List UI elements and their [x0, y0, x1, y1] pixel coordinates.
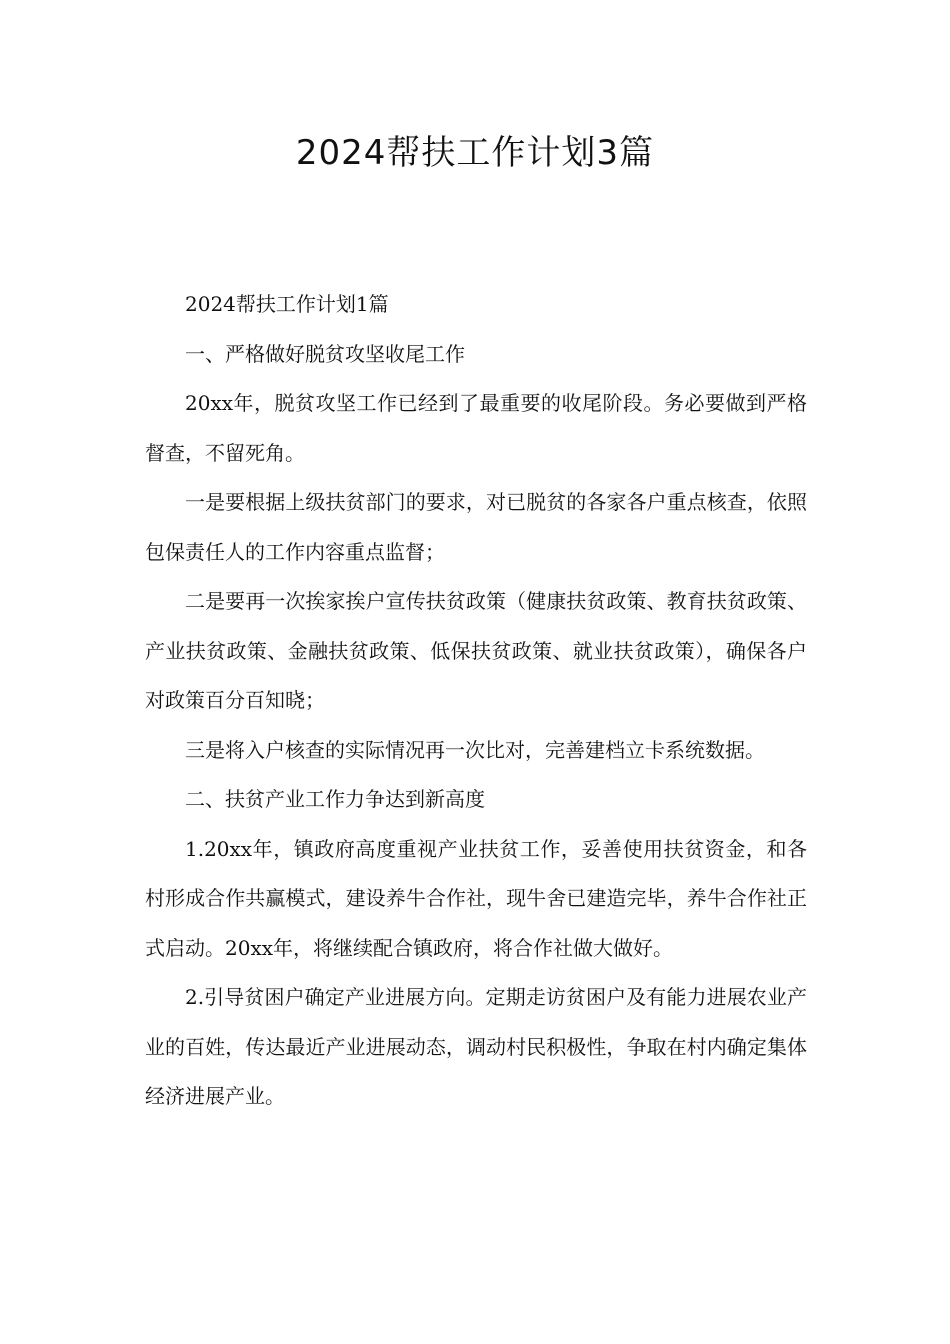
section-heading-2: 二、扶贫产业工作力争达到新高度: [185, 787, 485, 811]
document-title: 2024帮扶工作计划3篇: [295, 133, 655, 173]
document-body: [145, 280, 807, 1122]
paragraph: 二是要再一次挨家挨户宣传扶贫政策（健康扶贫政策、教育扶贫政策、产业扶贫政策、金融扶贫政策、低保扶贫政策、就业扶贫政策），确保各户对政策百分百知晓；: [145, 589, 807, 712]
paragraph: 20xx年，脱贫攻坚工作已经到了最重要的收尾阶段。务必要做到严格督查，不留死角。: [145, 391, 807, 465]
paragraph: 一是要根据上级扶贫部门的要求，对已脱贫的各家各户重点核查，依照包保责任人的工作内容重点监督；: [145, 490, 807, 564]
paragraph: 2.引导贫困户确定产业进展方向。定期走访贫困户及有能力进展农业产业的百姓，传达最近产业进展动态，调动村民积极性，争取在村内确定集体经济进展产业。: [145, 985, 807, 1108]
section-heading-plan-1: 2024帮扶工作计划1篇: [185, 292, 389, 316]
section-heading-1: 一、严格做好脱贫攻坚收尾工作: [185, 341, 465, 366]
paragraph: 1.20xx年，镇政府高度重视产业扶贫工作，妥善使用扶贫资金，和各村形成合作共赢模式，建设养牛合作社，现牛舍已建造完毕，养牛合作社正式启动。20xx年，将继续配合镇政府，将合作社做大做好。: [145, 836, 807, 960]
paragraph: 三是将入户核查的实际情况再一次比对，完善建档立卡系统数据。: [185, 737, 765, 762]
